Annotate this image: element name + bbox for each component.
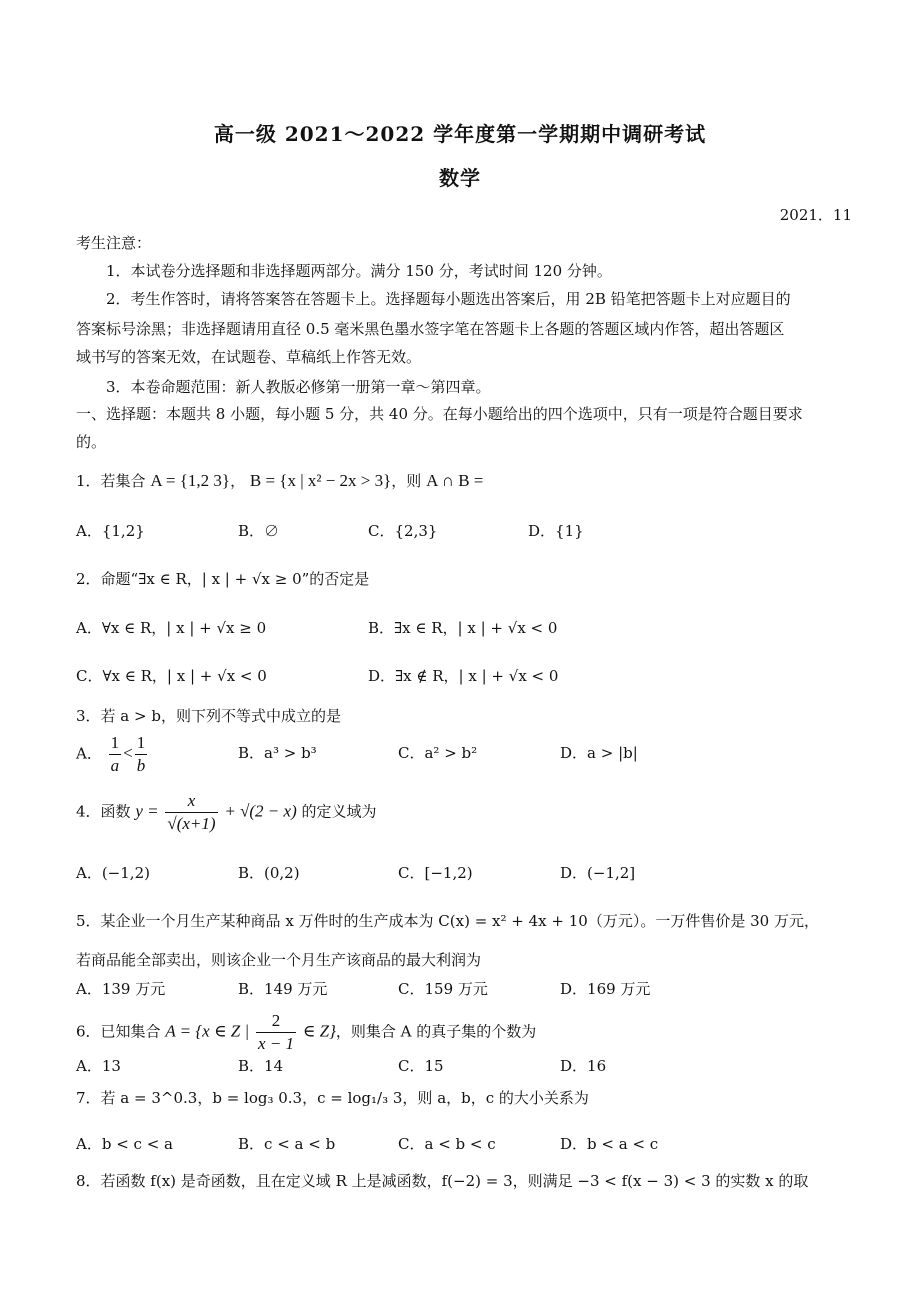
notice-item-2a: 2．考生作答时，请将答案答在答题卡上。选择题每小题选出答案后，用 2B 铅笔把答题卡上对应题目的	[106, 290, 791, 308]
q1-option-a[interactable]: A．{1,2}	[76, 522, 145, 540]
q7-option-b[interactable]: B．c < a < b	[238, 1135, 336, 1153]
q2-option-c[interactable]: C．∀x ∈ R，| x | + √x < 0	[76, 667, 267, 685]
section1-line1: 一、选择题：本题共 8 小题，每小题 5 分，共 40 分。在每小题给出的四个选项中，只有一项是符合题目要求	[76, 405, 803, 423]
q4-num: x	[187, 791, 196, 810]
question-8: 8．若函数 f(x) 是奇函数，且在定义域 R 上是减函数，f(−2) = 3，则满足 −3 < f(x − 3) < 3 的实数 x 的取	[76, 1172, 809, 1190]
q6-set-right: ∈ Z}	[302, 1021, 336, 1041]
q3-option-b[interactable]: B．a³ > b³	[238, 744, 317, 762]
q1-option-d[interactable]: D．{1}	[528, 522, 584, 540]
q4-prefix: 4．函数	[76, 802, 131, 821]
q6-num: 2	[271, 1011, 281, 1030]
q2-option-a[interactable]: A．∀x ∈ R，| x | + √x ≥ 0	[76, 619, 267, 637]
question-2: 2．命题“∃x ∈ R，| x | + √x ≥ 0”的否定是	[76, 570, 370, 588]
q6-den: x − 1	[257, 1034, 294, 1053]
q4-option-c[interactable]: C．[−1,2)	[398, 864, 473, 882]
q5-option-a[interactable]: A．139 万元	[76, 980, 166, 998]
q2-option-d[interactable]: D．∃x ∉ R，| x | + √x < 0	[368, 667, 559, 685]
q6-option-c[interactable]: C．15	[398, 1057, 444, 1075]
q3-a-op: <	[123, 743, 133, 763]
q5-option-c[interactable]: C．159 万元	[398, 980, 488, 998]
notice-item-2c: 域书写的答案无效，在试题卷、草稿纸上作答无效。	[76, 348, 422, 366]
q3-a-right-den: b	[136, 756, 146, 775]
q1-expr: A ∩ B =	[426, 471, 484, 490]
notice-item-1: 1．本试卷分选择题和非选择题两部分。满分 150 分，考试时间 120 分钟。	[106, 262, 612, 280]
q3-option-c[interactable]: C．a² > b²	[398, 744, 478, 762]
q4-option-b[interactable]: B．(0,2)	[238, 864, 300, 882]
q5-option-d[interactable]: D．169 万元	[560, 980, 651, 998]
q1-ask: ，则	[391, 472, 422, 490]
subject-title: 数学	[439, 166, 481, 190]
q6-set-left: A = {x ∈ Z |	[165, 1021, 250, 1041]
q1-option-b[interactable]: B．∅	[238, 522, 280, 540]
q7-option-c[interactable]: C．a < b < c	[398, 1135, 496, 1153]
question-3: 3．若 a > b，则下列不等式中成立的是	[76, 707, 341, 725]
q4-y-eq: y =	[135, 801, 159, 821]
q4-den: √(x+1)	[167, 814, 216, 833]
question-7: 7．若 a = 3^0.3，b = log₃ 0.3，c = log₁/₃ 3，则 a，b，c 的大小关系为	[76, 1089, 589, 1107]
notice-heading: 考生注意：	[76, 234, 152, 252]
q4-suffix: 的定义域为	[301, 802, 377, 821]
q1-prefix: 1．若集合	[76, 472, 146, 490]
q6-suffix: ，则集合 A 的真子集的个数为	[335, 1022, 537, 1041]
exam-date: 2021．11	[779, 206, 852, 224]
question-5-line1: 5．某企业一个月生产某种商品 x 万件时的生产成本为 C(x) = x² + 4x + 10（万元）。一万件售价是 30 万元，	[76, 912, 819, 930]
q4-option-a[interactable]: A．(−1,2)	[76, 864, 150, 882]
q1-set-a: A = {1,2 3}	[150, 471, 231, 490]
q4-option-d[interactable]: D．(−1,2]	[560, 864, 636, 882]
question-1: 1．若集合 A = {1,2 3}， B = {x | x² − 2x > 3}，则 A ∩ B =	[76, 471, 484, 490]
q5-option-b[interactable]: B．149 万元	[238, 980, 328, 998]
q4-rest: + √(2 − x)	[224, 801, 297, 821]
q6-option-a[interactable]: A．13	[76, 1057, 121, 1075]
q3-option-a-label: A．	[76, 744, 102, 763]
q3-option-d[interactable]: D．a > |b|	[560, 744, 638, 762]
question-6	[76, 1010, 536, 1055]
q7-option-a[interactable]: A．b < c < a	[76, 1135, 173, 1153]
q7-option-d[interactable]: D．b < a < c	[560, 1135, 659, 1153]
q1-set-b: B = {x | x² − 2x > 3}	[249, 471, 392, 490]
notice-item-2b: 答案标号涂黑；非选择题请用直径 0.5 毫米黑色墨水签字笔在答题卡上各题的答题区域内作答，超出答题区	[76, 320, 785, 338]
q6-option-b[interactable]: B．14	[238, 1057, 284, 1075]
q3-a-right-num: 1	[136, 733, 146, 752]
q2-option-b[interactable]: B．∃x ∈ R，| x | + √x < 0	[368, 619, 558, 637]
exam-title: 高一级 2021～2022 学年度第一学期期中调研考试	[213, 122, 707, 146]
question-5-line2: 若商品能全部卖出，则该企业一个月生产该商品的最大利润为	[76, 951, 482, 969]
q6-option-d[interactable]: D．16	[560, 1057, 607, 1075]
q3-a-left-num: 1	[110, 733, 120, 752]
q6-prefix: 6．已知集合	[76, 1022, 161, 1041]
q3-option-a[interactable]	[76, 732, 149, 777]
q1-option-c[interactable]: C．{2,3}	[368, 522, 438, 540]
question-4	[76, 790, 377, 835]
section1-line2: 的。	[76, 433, 107, 451]
notice-item-3: 3．本卷命题范围：新人教版必修第一册第一章～第四章。	[106, 378, 491, 396]
q3-a-left-den: a	[110, 756, 120, 775]
